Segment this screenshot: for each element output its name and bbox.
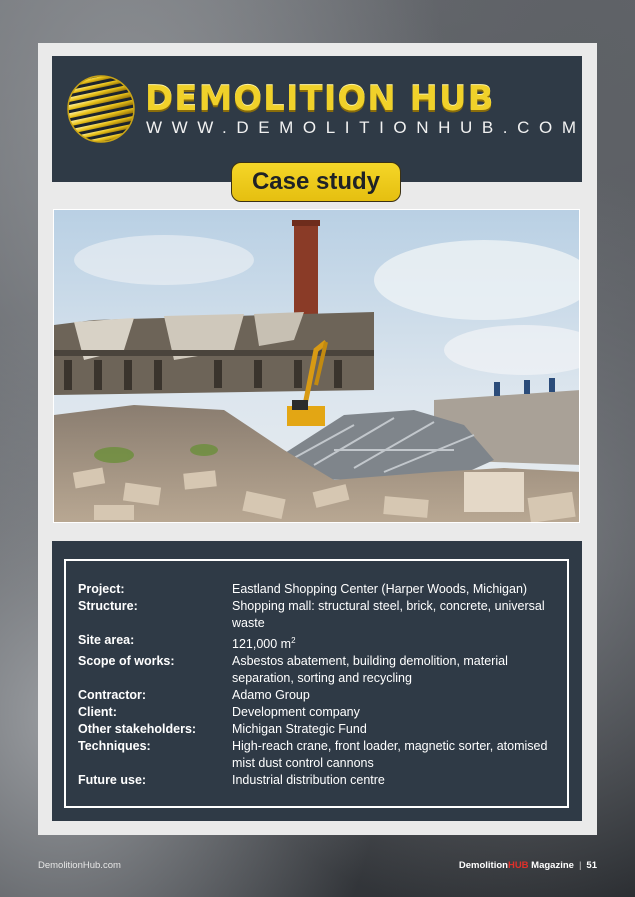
detail-value: High-reach crane, front loader, magnetic sorter, atomised mist dust control cannons <box>232 739 548 771</box>
footer-separator: | <box>578 860 582 871</box>
demolition-site-photo <box>53 209 580 523</box>
detail-label: Structure: <box>78 599 138 613</box>
detail-label: Project: <box>78 582 125 596</box>
detail-label: Site area: <box>78 633 135 647</box>
logo-url: WWW.DEMOLITIONHUB.COM <box>146 118 586 137</box>
detail-row-techniques <box>78 738 558 772</box>
footer-site-link[interactable]: DemolitionHub.com <box>38 860 121 871</box>
detail-label: Techniques: <box>78 739 151 754</box>
detail-row-structure <box>78 598 558 632</box>
detail-row-project <box>78 581 558 598</box>
detail-label: Contractor: <box>78 688 147 703</box>
detail-value: Adamo Group <box>232 688 310 703</box>
detail-row-client <box>78 704 558 721</box>
detail-value: Michigan Strategic Fund <box>232 722 367 737</box>
detail-value <box>232 632 558 653</box>
footer-brand-hub: HUB <box>507 860 529 871</box>
detail-value: Development company <box>232 705 360 720</box>
detail-label: Future use: <box>78 773 147 788</box>
detail-label: Client: <box>78 705 117 720</box>
logo-wordmark: DEMOLITION HUB <box>145 79 495 119</box>
footer-brand-demolition: Demolition <box>458 860 508 871</box>
detail-label: Other stakeholders: <box>78 722 197 737</box>
detail-row-scope <box>78 653 558 687</box>
detail-row-future-use <box>78 772 558 789</box>
site-area-value: 121,000 m <box>232 637 292 652</box>
site-area-unit-superscript: 2 <box>291 636 296 645</box>
detail-value: Eastland Shopping Center (Harper Woods, Michigan) <box>232 582 528 596</box>
detail-value: Industrial distribution centre <box>232 773 385 788</box>
detail-value: Asbestos abatement, building demolition, material separation, sorting and recycling <box>232 654 508 686</box>
detail-row-site-area <box>78 632 558 653</box>
detail-row-stakeholders <box>78 721 558 738</box>
page-number: 51 <box>586 860 597 871</box>
detail-value: Shopping mall: structural steel, brick, concrete, universal waste <box>232 599 545 630</box>
striped-globe-icon <box>66 74 136 144</box>
detail-label: Scope of works: <box>78 654 175 669</box>
footer-magazine-info <box>459 860 597 871</box>
project-details-table <box>78 581 558 789</box>
footer-brand-magazine: Magazine <box>528 860 574 871</box>
detail-row-contractor <box>78 687 558 704</box>
case-study-badge: Case study <box>231 162 401 202</box>
